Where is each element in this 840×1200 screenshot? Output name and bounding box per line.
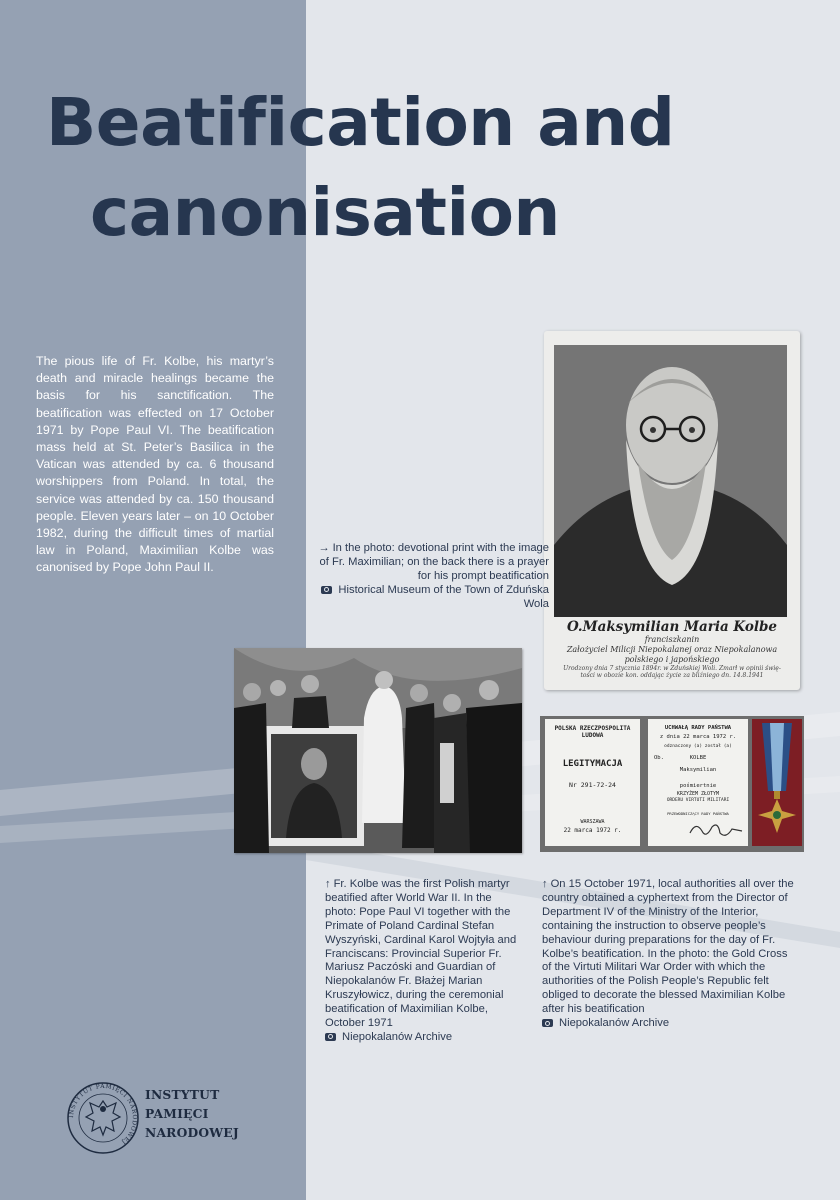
- documents-and-medal-photo: [540, 716, 804, 852]
- caption-print-text: In the photo: devotional print with the image of Fr. Maximilian; on the back there is a prayer for his prompt beatification: [319, 542, 549, 582]
- doc2-header: UCHWAŁĄ RADY PAŃSTWA: [664, 725, 732, 731]
- arrow-right-icon: →: [318, 542, 330, 554]
- caption-group-photo: [325, 878, 521, 1045]
- title-line-1: Beatification and: [46, 84, 675, 161]
- card-subtitle-3: polskiego i japońskiego: [624, 655, 720, 664]
- caption-documents: [542, 878, 798, 1031]
- doc1-number: Nr 291-72-24: [569, 781, 616, 789]
- doc2-cross-1: KRZYŻEM ZŁOTYM: [676, 791, 720, 797]
- logo-line-3: NARODOWEJ: [145, 1125, 239, 1140]
- doc2-awarded: odznaczony (a) został (a): [664, 744, 732, 749]
- caption-group-source: Niepokalanów Archive: [342, 1030, 453, 1043]
- doc2-chairman: PRZEWODNICZĄCY RADY PAŃSTWA: [667, 811, 729, 816]
- card-subtitle: [552, 635, 792, 665]
- card-subtitle-2: Założyciel Milicji Niepokalanej oraz Niepokalanowa: [566, 645, 778, 654]
- title-line-2: canonisation: [90, 174, 560, 251]
- signature: [688, 819, 744, 841]
- ipn-logo-text: [145, 1085, 239, 1142]
- camera-icon: [542, 1019, 553, 1027]
- caption-print-source: Historical Museum of the Town of Zduńska Wola: [338, 583, 549, 610]
- devotional-print-photo: [544, 331, 800, 690]
- doc1-header-2: LUDOWA: [581, 732, 604, 739]
- beatification-group-photo: [234, 648, 522, 853]
- caption-documents-source: Niepokalanów Archive: [559, 1017, 670, 1030]
- kolbe-portrait: [554, 345, 787, 617]
- logo-line-2: PAMIĘCI: [145, 1106, 209, 1121]
- card-small-1: Urodzony dnia 7 stycznia 1894r. w Zduńskiej Woli. Zmarł w opinii świę-: [563, 665, 781, 672]
- ipn-eagle-seal-icon: [66, 1081, 140, 1155]
- doc2-cross-2: ORDERU VIRTUTI MILITARI: [666, 798, 730, 803]
- logo-line-1: INSTYTUT: [145, 1087, 220, 1102]
- doc1-header-1: POLSKA RZECZPOSPOLITA: [554, 725, 631, 732]
- doc2-given-name: Maksymilian: [679, 767, 717, 773]
- doc2-surname: KOLBE: [689, 755, 707, 761]
- arrow-up-icon: ↑: [542, 878, 548, 890]
- doc1-title: LEGITYMACJA: [562, 759, 623, 769]
- doc2-ob: Ob.: [654, 755, 664, 761]
- doc2-date: z dnia 22 marca 1972 r.: [659, 734, 737, 740]
- doc1-date: 22 marca 1972 r.: [563, 827, 622, 834]
- legitymacja-document: [545, 719, 640, 846]
- caption-devotional-print: [313, 542, 549, 612]
- camera-icon: [325, 1033, 336, 1041]
- doc2-posthumous: pośmiertnie: [679, 783, 717, 789]
- caption-documents-text: On 15 October 1971, local authorities all over the country obtained a cyphertext from the Director of Department IV of the Ministry of the Interior, containing the instruction to observe people’s behaviour during preparations for the day of Fr. Kolbe’s beatification. In the photo: the Gold Cross of the Virtuti Militari War Order with which the authorities of the Polish People’s Republic felt obliged to decorate the blessed Maximilian Kolbe after his beatification: [542, 878, 794, 1016]
- caption-group-text: Fr. Kolbe was the first Polish martyr beatified after World War II. In the photo: Pope Paul VI together with the Primate of Poland Cardinal Stefan Wyszyński, Cardinal Karol Wojtyła and Franciscans: Provincial Superior Fr. Mariusz Paczóski and Guardian of Niepokalanów Fr. Błażej Marian Kruszyłowicz, during the ceremonial beatification of Maximilian Kolbe, October 1971: [325, 878, 517, 1030]
- camera-icon: [321, 586, 332, 594]
- card-name: O.Maksymilian Maria Kolbe: [566, 619, 778, 635]
- card-birth-note: [558, 665, 786, 679]
- page-title: [46, 78, 675, 258]
- card-small-2: tości w obozie kon. oddając życie za bliźniego dn. 14.8.1941: [580, 672, 764, 679]
- card-subtitle-1: franciszkanin: [644, 635, 700, 644]
- doc1-city: WARSZAWA: [580, 819, 605, 825]
- arrow-up-icon: ↑: [325, 878, 331, 890]
- seal-text: INSTYTUT PAMIĘCI NARODOWEJ: [67, 1082, 139, 1146]
- intro-paragraph: The pious life of Fr. Kolbe, his martyr’s death and miracle healings became the basis for his sanctification. The beatification was effected on 17 October 1971 by Pope Paul VI. The beatification mass held at St. Peter’s Basilica in the Vatican was attended by ca. 6 thousand worshippers from Poland. In total, the service was attended by ca. 150 thousand people. Eleven years later – on 10 October 1982, during the difficult times of martial law in Poland, Maximilian Kolbe was canonised by Pope John Paul II.: [36, 354, 274, 575]
- virtuti-militari-medal: [752, 719, 802, 846]
- uchwala-document: [648, 719, 748, 846]
